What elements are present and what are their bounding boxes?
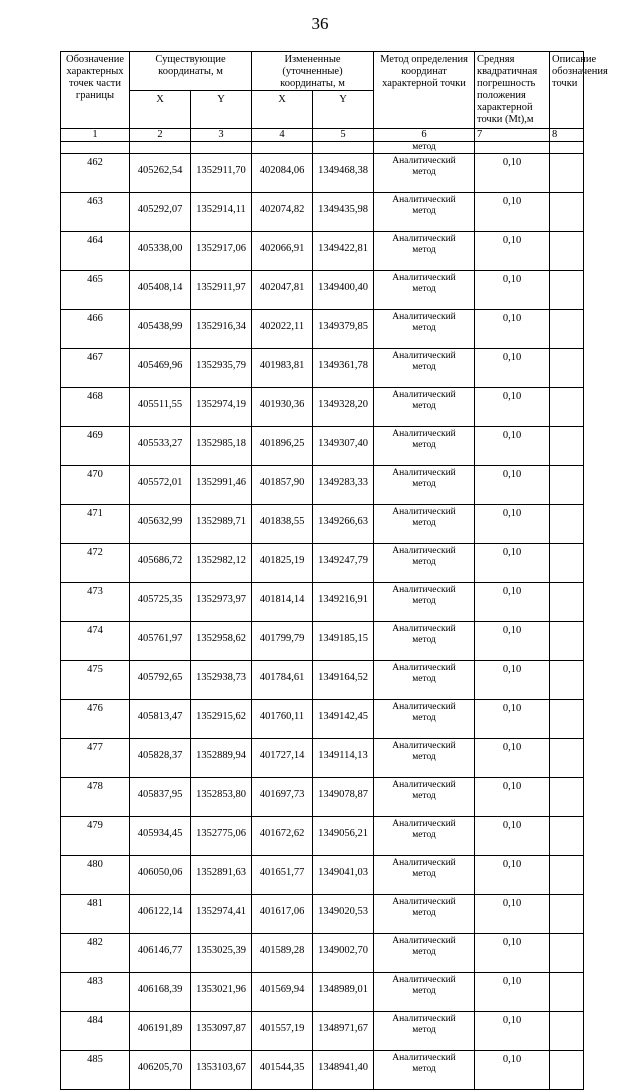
changed-x: 401569,94 xyxy=(252,973,313,1012)
method-line-2: метод xyxy=(412,479,436,490)
mean-square-error: 0,10 xyxy=(475,388,550,427)
changed-y: 1349328,20 xyxy=(313,388,374,427)
point-description xyxy=(550,778,584,817)
method-line-2: метод xyxy=(412,752,436,763)
existing-x: 405408,14 xyxy=(130,271,191,310)
point-id: 465 xyxy=(61,271,130,310)
method xyxy=(374,310,475,349)
existing-x: 405792,65 xyxy=(130,661,191,700)
changed-x: 401814,14 xyxy=(252,583,313,622)
point-id: 471 xyxy=(61,505,130,544)
mean-square-error: 0,10 xyxy=(475,973,550,1012)
point-description xyxy=(550,622,584,661)
method xyxy=(374,817,475,856)
existing-x: 405572,01 xyxy=(130,466,191,505)
table-row xyxy=(61,505,584,544)
method-line-1: Аналитический xyxy=(392,897,456,908)
point-description xyxy=(550,232,584,271)
existing-y: 1352974,19 xyxy=(191,388,252,427)
point-id: 464 xyxy=(61,232,130,271)
changed-x: 401557,19 xyxy=(252,1012,313,1051)
existing-y: 1352935,79 xyxy=(191,349,252,388)
method-line-1: Аналитический xyxy=(392,624,456,635)
point-id: 473 xyxy=(61,583,130,622)
existing-x: 405837,95 xyxy=(130,778,191,817)
mean-square-error: 0,10 xyxy=(475,1051,550,1090)
point-description xyxy=(550,193,584,232)
mean-square-error: 0,10 xyxy=(475,349,550,388)
changed-x: 401857,90 xyxy=(252,466,313,505)
table-row xyxy=(61,739,584,778)
method-line-2: метод xyxy=(412,986,436,997)
point-id: 477 xyxy=(61,739,130,778)
point-description xyxy=(550,310,584,349)
point-description xyxy=(550,700,584,739)
table-row xyxy=(61,1051,584,1090)
point-id: 479 xyxy=(61,817,130,856)
continuation-row xyxy=(61,142,584,154)
method xyxy=(374,973,475,1012)
mean-square-error: 0,10 xyxy=(475,154,550,193)
point-description xyxy=(550,895,584,934)
changed-y: 1349142,45 xyxy=(313,700,374,739)
column-number: 7 xyxy=(475,129,550,142)
method-line-1: Аналитический xyxy=(392,585,456,596)
mean-square-error: 0,10 xyxy=(475,817,550,856)
method xyxy=(374,193,475,232)
existing-y: 1352974,41 xyxy=(191,895,252,934)
table-row xyxy=(61,310,584,349)
method-line-1: Аналитический xyxy=(392,312,456,323)
column-number: 3 xyxy=(191,129,252,142)
existing-x: 406191,89 xyxy=(130,1012,191,1051)
point-description xyxy=(550,466,584,505)
mean-square-error: 0,10 xyxy=(475,427,550,466)
point-id: 466 xyxy=(61,310,130,349)
existing-x: 405828,37 xyxy=(130,739,191,778)
existing-y: 1352853,80 xyxy=(191,778,252,817)
method-line-2: метод xyxy=(412,635,436,646)
existing-x: 406168,39 xyxy=(130,973,191,1012)
method xyxy=(374,934,475,973)
existing-y: 1353025,39 xyxy=(191,934,252,973)
point-description xyxy=(550,661,584,700)
table-row xyxy=(61,778,584,817)
method xyxy=(374,349,475,388)
point-description xyxy=(550,583,584,622)
mean-square-error: 0,10 xyxy=(475,700,550,739)
table-row xyxy=(61,232,584,271)
method-line-2: метод xyxy=(412,323,436,334)
method-line-2: метод xyxy=(412,596,436,607)
point-description xyxy=(550,544,584,583)
table-row xyxy=(61,817,584,856)
changed-x: 401589,28 xyxy=(252,934,313,973)
point-id: 480 xyxy=(61,856,130,895)
method xyxy=(374,739,475,778)
method-line-1: Аналитический xyxy=(392,156,456,167)
existing-y: 1352989,71 xyxy=(191,505,252,544)
changed-y: 1349056,21 xyxy=(313,817,374,856)
table-row xyxy=(61,1012,584,1051)
method xyxy=(374,856,475,895)
changed-y: 1349283,33 xyxy=(313,466,374,505)
changed-x: 401784,61 xyxy=(252,661,313,700)
point-id: 482 xyxy=(61,934,130,973)
existing-x: 406050,06 xyxy=(130,856,191,895)
point-description xyxy=(550,271,584,310)
method-line-2: метод xyxy=(412,947,436,958)
table-row xyxy=(61,661,584,700)
page-number: 36 xyxy=(311,14,329,33)
method-line-1: Аналитический xyxy=(392,819,456,830)
header-description: Описание обозначения точки xyxy=(550,52,584,129)
column-number: 2 xyxy=(130,129,191,142)
mean-square-error: 0,10 xyxy=(475,310,550,349)
existing-x: 405934,45 xyxy=(130,817,191,856)
changed-y: 1348971,67 xyxy=(313,1012,374,1051)
method-line-1: Аналитический xyxy=(392,390,456,401)
method-line-2: метод xyxy=(412,167,436,178)
existing-y: 1352914,11 xyxy=(191,193,252,232)
header-existing-coordinates: Существующие координаты, м xyxy=(130,52,252,91)
subheader-changed-x: X xyxy=(252,91,313,129)
method-line-2: метод xyxy=(412,713,436,724)
mean-square-error: 0,10 xyxy=(475,232,550,271)
table-row xyxy=(61,622,584,661)
mean-square-error: 0,10 xyxy=(475,895,550,934)
changed-x: 401760,11 xyxy=(252,700,313,739)
existing-x: 405813,47 xyxy=(130,700,191,739)
changed-x: 401930,36 xyxy=(252,388,313,427)
column-number: 6 xyxy=(374,129,475,142)
header-point-designation: Обозначение характерных точек части границы xyxy=(61,52,130,129)
method-line-2: метод xyxy=(412,557,436,568)
point-id: 484 xyxy=(61,1012,130,1051)
method xyxy=(374,778,475,817)
method-line-1: Аналитический xyxy=(392,780,456,791)
mean-square-error: 0,10 xyxy=(475,934,550,973)
method-line-2: метод xyxy=(412,362,436,373)
continuation-method: метод xyxy=(374,142,475,154)
point-id: 475 xyxy=(61,661,130,700)
point-description xyxy=(550,1012,584,1051)
method-line-2: метод xyxy=(412,284,436,295)
changed-y: 1349435,98 xyxy=(313,193,374,232)
changed-y: 1349266,63 xyxy=(313,505,374,544)
changed-x: 401697,73 xyxy=(252,778,313,817)
changed-y: 1349114,13 xyxy=(313,739,374,778)
method-line-2: метод xyxy=(412,1064,436,1075)
method xyxy=(374,1012,475,1051)
changed-x: 402074,82 xyxy=(252,193,313,232)
table-row xyxy=(61,700,584,739)
existing-y: 1353103,67 xyxy=(191,1051,252,1090)
mean-square-error: 0,10 xyxy=(475,271,550,310)
subheader-existing-x: X xyxy=(130,91,191,129)
point-id: 476 xyxy=(61,700,130,739)
subheader-existing-y: Y xyxy=(191,91,252,129)
changed-y: 1349379,85 xyxy=(313,310,374,349)
method-line-1: Аналитический xyxy=(392,702,456,713)
changed-y: 1349185,15 xyxy=(313,622,374,661)
changed-y: 1349307,40 xyxy=(313,427,374,466)
existing-x: 405686,72 xyxy=(130,544,191,583)
mean-square-error: 0,10 xyxy=(475,544,550,583)
mean-square-error: 0,10 xyxy=(475,1012,550,1051)
mean-square-error: 0,10 xyxy=(475,622,550,661)
method-line-1: Аналитический xyxy=(392,234,456,245)
existing-x: 405262,54 xyxy=(130,154,191,193)
existing-x: 405469,96 xyxy=(130,349,191,388)
header-row xyxy=(61,52,584,91)
method-line-1: Аналитический xyxy=(392,1014,456,1025)
point-id: 469 xyxy=(61,427,130,466)
method xyxy=(374,895,475,934)
method xyxy=(374,232,475,271)
existing-y: 1352973,97 xyxy=(191,583,252,622)
table-row xyxy=(61,973,584,1012)
header-method: Метод определения координат характерной точки xyxy=(374,52,475,129)
method-line-2: метод xyxy=(412,206,436,217)
changed-x: 401896,25 xyxy=(252,427,313,466)
point-description xyxy=(550,973,584,1012)
mean-square-error: 0,10 xyxy=(475,466,550,505)
existing-x: 405761,97 xyxy=(130,622,191,661)
table-row xyxy=(61,154,584,193)
point-description xyxy=(550,154,584,193)
existing-x: 406146,77 xyxy=(130,934,191,973)
method-line-2: метод xyxy=(412,830,436,841)
changed-y: 1349361,78 xyxy=(313,349,374,388)
method xyxy=(374,154,475,193)
point-id: 485 xyxy=(61,1051,130,1090)
point-id: 467 xyxy=(61,349,130,388)
changed-y: 1349468,38 xyxy=(313,154,374,193)
point-id: 470 xyxy=(61,466,130,505)
point-id: 478 xyxy=(61,778,130,817)
changed-y: 1349041,03 xyxy=(313,856,374,895)
table-row xyxy=(61,466,584,505)
method-line-1: Аналитический xyxy=(392,975,456,986)
column-number: 5 xyxy=(313,129,374,142)
method xyxy=(374,622,475,661)
changed-x: 401727,14 xyxy=(252,739,313,778)
table-row xyxy=(61,349,584,388)
point-description xyxy=(550,934,584,973)
changed-y: 1349400,40 xyxy=(313,271,374,310)
table-row xyxy=(61,388,584,427)
point-id: 474 xyxy=(61,622,130,661)
method-line-2: метод xyxy=(412,791,436,802)
existing-y: 1352938,73 xyxy=(191,661,252,700)
table-row xyxy=(61,544,584,583)
existing-x: 406122,14 xyxy=(130,895,191,934)
method xyxy=(374,1051,475,1090)
method xyxy=(374,271,475,310)
changed-y: 1349020,53 xyxy=(313,895,374,934)
changed-x: 401825,19 xyxy=(252,544,313,583)
table-row xyxy=(61,583,584,622)
changed-y: 1348941,40 xyxy=(313,1051,374,1090)
method xyxy=(374,427,475,466)
method xyxy=(374,544,475,583)
existing-x: 405438,99 xyxy=(130,310,191,349)
table-row xyxy=(61,271,584,310)
point-description xyxy=(550,388,584,427)
mean-square-error: 0,10 xyxy=(475,739,550,778)
existing-y: 1352915,62 xyxy=(191,700,252,739)
changed-x: 402066,91 xyxy=(252,232,313,271)
method-line-2: метод xyxy=(412,908,436,919)
mean-square-error: 0,10 xyxy=(475,583,550,622)
existing-y: 1352982,12 xyxy=(191,544,252,583)
method-line-2: метод xyxy=(412,401,436,412)
changed-x: 402047,81 xyxy=(252,271,313,310)
header-mean-square-error: Средняя квадратичная погрешность положения характерной точки (Mt),м xyxy=(475,52,550,129)
existing-x: 405632,99 xyxy=(130,505,191,544)
changed-x: 402084,06 xyxy=(252,154,313,193)
existing-y: 1353021,96 xyxy=(191,973,252,1012)
point-description xyxy=(550,1051,584,1090)
method xyxy=(374,466,475,505)
changed-y: 1349002,70 xyxy=(313,934,374,973)
point-id: 462 xyxy=(61,154,130,193)
method xyxy=(374,388,475,427)
point-description xyxy=(550,427,584,466)
point-id: 468 xyxy=(61,388,130,427)
existing-y: 1352958,62 xyxy=(191,622,252,661)
point-id: 463 xyxy=(61,193,130,232)
changed-y: 1349247,79 xyxy=(313,544,374,583)
coordinates-table xyxy=(60,51,608,1090)
changed-y: 1349164,52 xyxy=(313,661,374,700)
existing-y: 1352889,94 xyxy=(191,739,252,778)
changed-x: 401983,81 xyxy=(252,349,313,388)
changed-x: 401617,06 xyxy=(252,895,313,934)
method xyxy=(374,505,475,544)
column-number: 1 xyxy=(61,129,130,142)
changed-y: 1349078,87 xyxy=(313,778,374,817)
method xyxy=(374,661,475,700)
method-line-1: Аналитический xyxy=(392,468,456,479)
point-description xyxy=(550,349,584,388)
mean-square-error: 0,10 xyxy=(475,856,550,895)
mean-square-error: 0,10 xyxy=(475,778,550,817)
method-line-2: метод xyxy=(412,245,436,256)
method-line-1: Аналитический xyxy=(392,273,456,284)
method-line-2: метод xyxy=(412,674,436,685)
point-id: 483 xyxy=(61,973,130,1012)
subheader-changed-y: Y xyxy=(313,91,374,129)
existing-y: 1352916,34 xyxy=(191,310,252,349)
method-line-1: Аналитический xyxy=(392,351,456,362)
method-line-2: метод xyxy=(412,869,436,880)
changed-x: 401672,62 xyxy=(252,817,313,856)
existing-y: 1352911,97 xyxy=(191,271,252,310)
column-number: 4 xyxy=(252,129,313,142)
method-line-1: Аналитический xyxy=(392,507,456,518)
table-row xyxy=(61,895,584,934)
existing-x: 405511,55 xyxy=(130,388,191,427)
existing-y: 1352985,18 xyxy=(191,427,252,466)
point-description xyxy=(550,505,584,544)
existing-y: 1352911,70 xyxy=(191,154,252,193)
mean-square-error: 0,10 xyxy=(475,193,550,232)
method-line-2: метод xyxy=(412,1025,436,1036)
method-line-1: Аналитический xyxy=(392,858,456,869)
changed-x: 402022,11 xyxy=(252,310,313,349)
table-row xyxy=(61,856,584,895)
method-line-1: Аналитический xyxy=(392,195,456,206)
header-changed-coordinates: Измененные (уточненные) координаты, м xyxy=(252,52,374,91)
method-line-1: Аналитический xyxy=(392,546,456,557)
existing-y: 1352991,46 xyxy=(191,466,252,505)
changed-x: 401838,55 xyxy=(252,505,313,544)
point-description xyxy=(550,739,584,778)
existing-y: 1352917,06 xyxy=(191,232,252,271)
existing-x: 405533,27 xyxy=(130,427,191,466)
existing-y: 1352891,63 xyxy=(191,856,252,895)
method xyxy=(374,700,475,739)
method-line-1: Аналитический xyxy=(392,663,456,674)
existing-x: 405338,00 xyxy=(130,232,191,271)
existing-x: 406205,70 xyxy=(130,1051,191,1090)
existing-x: 405725,35 xyxy=(130,583,191,622)
method-line-2: метод xyxy=(412,440,436,451)
table-row xyxy=(61,193,584,232)
method-line-1: Аналитический xyxy=(392,936,456,947)
table-row xyxy=(61,427,584,466)
mean-square-error: 0,10 xyxy=(475,505,550,544)
existing-x: 405292,07 xyxy=(130,193,191,232)
existing-y: 1352775,06 xyxy=(191,817,252,856)
method-line-2: метод xyxy=(412,518,436,529)
mean-square-error: 0,10 xyxy=(475,661,550,700)
point-id: 481 xyxy=(61,895,130,934)
existing-y: 1353097,87 xyxy=(191,1012,252,1051)
changed-x: 401799,79 xyxy=(252,622,313,661)
table-row xyxy=(61,934,584,973)
point-description xyxy=(550,817,584,856)
changed-y: 1349216,91 xyxy=(313,583,374,622)
changed-x: 401651,77 xyxy=(252,856,313,895)
changed-x: 401544,35 xyxy=(252,1051,313,1090)
column-number-row xyxy=(61,129,584,142)
changed-y: 1349422,81 xyxy=(313,232,374,271)
point-id: 472 xyxy=(61,544,130,583)
method-line-1: Аналитический xyxy=(392,741,456,752)
changed-y: 1348989,01 xyxy=(313,973,374,1012)
point-description xyxy=(550,856,584,895)
method xyxy=(374,583,475,622)
method-line-1: Аналитический xyxy=(392,429,456,440)
method-line-1: Аналитический xyxy=(392,1053,456,1064)
column-number: 8 xyxy=(550,129,584,142)
